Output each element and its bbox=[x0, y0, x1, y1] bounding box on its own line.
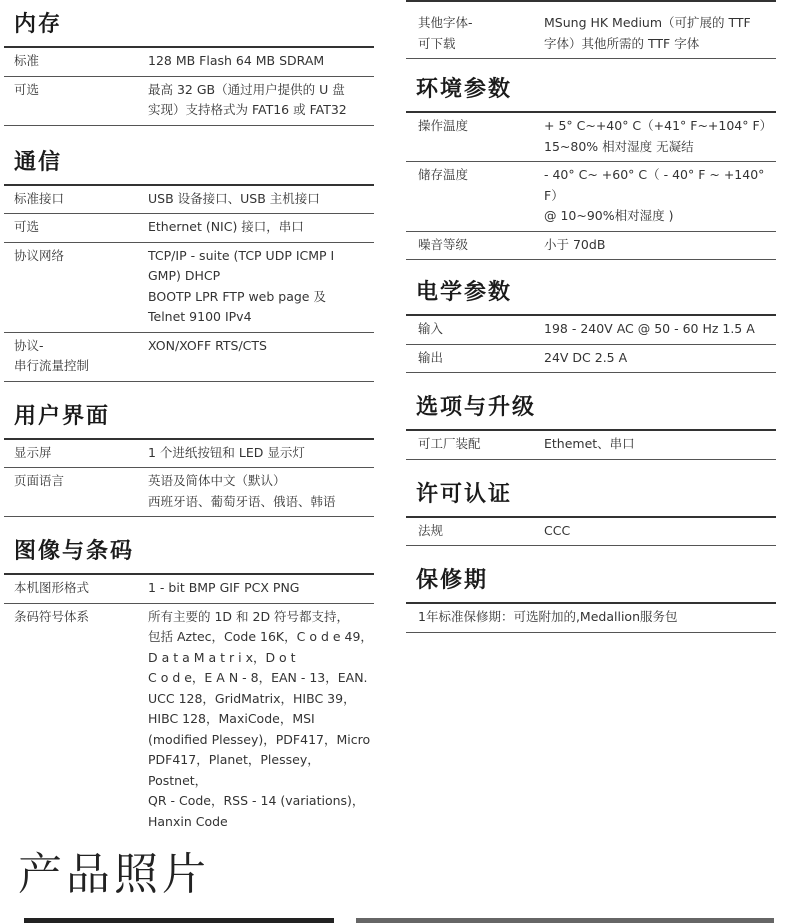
environment-section bbox=[406, 73, 776, 260]
spec-row bbox=[4, 77, 374, 126]
section-title-certification: 许可认证 bbox=[406, 478, 776, 518]
spec-label: 输出 bbox=[418, 349, 444, 365]
spec-value: 198 - 240V AC @ 50 - 60 Hz 1.5 A bbox=[544, 321, 755, 336]
memory-section bbox=[4, 8, 374, 126]
spec-label: 协议网络 bbox=[14, 247, 65, 263]
spec-value: 英语及简体中文（默认） 西班牙语、葡萄牙语、俄语、韩语 bbox=[148, 473, 336, 509]
product-photos-title: 产品照片 bbox=[18, 849, 210, 900]
section-title-communication: 通信 bbox=[4, 146, 374, 186]
spec-label: 可选 bbox=[14, 81, 40, 97]
spec-label: 法规 bbox=[418, 522, 444, 538]
spec-value: 1 个进纸按钮和 LED 显示灯 bbox=[148, 444, 305, 460]
section-title-memory: 内存 bbox=[4, 8, 374, 48]
section-title-warranty: 保修期 bbox=[406, 564, 776, 604]
section-title-electrical: 电学参数 bbox=[406, 276, 776, 316]
spec-row bbox=[406, 113, 776, 162]
spec-label: 噪音等级 bbox=[418, 236, 469, 252]
spec-value: 1 - bit BMP GIF PCX PNG bbox=[148, 580, 300, 595]
spec-label: 可工厂装配 bbox=[418, 436, 481, 451]
photo-edge-left bbox=[24, 918, 334, 923]
spec-value: + 5° C~+40° C（+41° F~+104° F） 15~80% 相对湿度 无凝结 bbox=[544, 118, 773, 154]
spec-value: - 40° C~ +60° C（ - 40° F ~ +140° F） @ 10~90%相对湿度 ) bbox=[544, 167, 765, 223]
spec-value: 最高 32 GB（通过用户提供的 U 盘 实现）支持格式为 FAT16 或 FAT32 bbox=[148, 81, 347, 117]
spec-row bbox=[406, 10, 776, 59]
section-title-image-barcode: 图像与条码 bbox=[4, 535, 374, 575]
certification-section bbox=[406, 478, 776, 547]
spec-row bbox=[4, 186, 374, 215]
spec-value: Ethernet (NIC) 接口，串口 bbox=[148, 219, 304, 234]
spec-row bbox=[406, 345, 776, 374]
spec-row bbox=[4, 243, 374, 333]
spec-label: 可选 bbox=[14, 219, 40, 234]
spec-row bbox=[4, 604, 374, 837]
spec-label: 显示屏 bbox=[14, 444, 52, 460]
warranty-text: 1年标准保修期：可选附加的,Medallion服务包 bbox=[406, 604, 776, 633]
spec-value: CCC bbox=[544, 522, 571, 538]
spec-label: 标准 bbox=[14, 53, 40, 68]
right-column bbox=[406, 0, 776, 633]
spec-label: 输入 bbox=[418, 321, 444, 336]
spec-label: 本机图形格式 bbox=[14, 580, 90, 595]
left-column bbox=[4, 0, 374, 836]
spec-label: 协议- 串行流量控制 bbox=[14, 337, 90, 373]
section-title-environment: 环境参数 bbox=[406, 73, 776, 113]
spec-row bbox=[4, 468, 374, 517]
spec-value: TCP/IP - suite (TCP UDP ICMP I GMP) DHCP BOOTP LPR FTP web page 及 Telnet 9100 IPv4 bbox=[148, 247, 335, 324]
spec-label: 储存温度 bbox=[418, 167, 469, 182]
spec-row bbox=[4, 333, 374, 382]
spec-row bbox=[406, 518, 776, 547]
spec-label: 标准接口 bbox=[14, 190, 65, 206]
spec-value: XON/XOFF RTS/CTS bbox=[148, 337, 267, 353]
communication-section bbox=[4, 146, 374, 382]
options-section bbox=[406, 391, 776, 460]
spec-label: 条码符号体系 bbox=[14, 608, 90, 624]
spec-row bbox=[4, 48, 374, 77]
photo-edge-right bbox=[356, 918, 774, 923]
spec-value: USB 设备接口、USB 主机接口 bbox=[148, 190, 320, 206]
electrical-section bbox=[406, 276, 776, 373]
spec-label: 其他字体- 可下载 bbox=[418, 15, 473, 51]
spec-row bbox=[406, 316, 776, 345]
spec-row bbox=[406, 162, 776, 232]
spec-label: 操作温度 bbox=[418, 118, 469, 133]
spec-label: 页面语言 bbox=[14, 473, 65, 488]
user-interface-section bbox=[4, 400, 374, 518]
section-title-options: 选项与升级 bbox=[406, 391, 776, 431]
spec-value: Ethemet、串口 bbox=[544, 436, 635, 451]
spec-value: 24V DC 2.5 A bbox=[544, 349, 628, 365]
spec-value: 小于 70dB bbox=[544, 236, 606, 252]
fonts-section bbox=[406, 10, 776, 59]
spec-value: 所有主要的 1D 和 2D 符号都支持， 包括 Aztec，Code 16K，C o d e 49， D a t a M a t r i x，D o t C o d e，E A N - 8，EAN - 13，EAN. UCC 128，GridMatrix，HIBC 39， HIBC 128，MaxiCode，MSI (modified Plessey)，PDF417，Micro PDF417，Planet，Plessey，Postnet， QR - Code，RSS - 14 (variations)， Hanxin Code bbox=[148, 608, 373, 829]
spec-value: MSung HK Medium（可扩展的 TTF 字体）其他所需的 TTF 字体 bbox=[544, 15, 751, 51]
spec-row bbox=[4, 214, 374, 243]
warranty-section bbox=[406, 564, 776, 633]
image-barcode-section bbox=[4, 535, 374, 836]
spec-value: 128 MB Flash 64 MB SDRAM bbox=[148, 53, 325, 68]
spec-row bbox=[4, 575, 374, 604]
spec-row bbox=[406, 431, 776, 460]
spec-row bbox=[406, 232, 776, 261]
spec-row bbox=[4, 440, 374, 469]
section-title-user-interface: 用户界面 bbox=[4, 400, 374, 440]
